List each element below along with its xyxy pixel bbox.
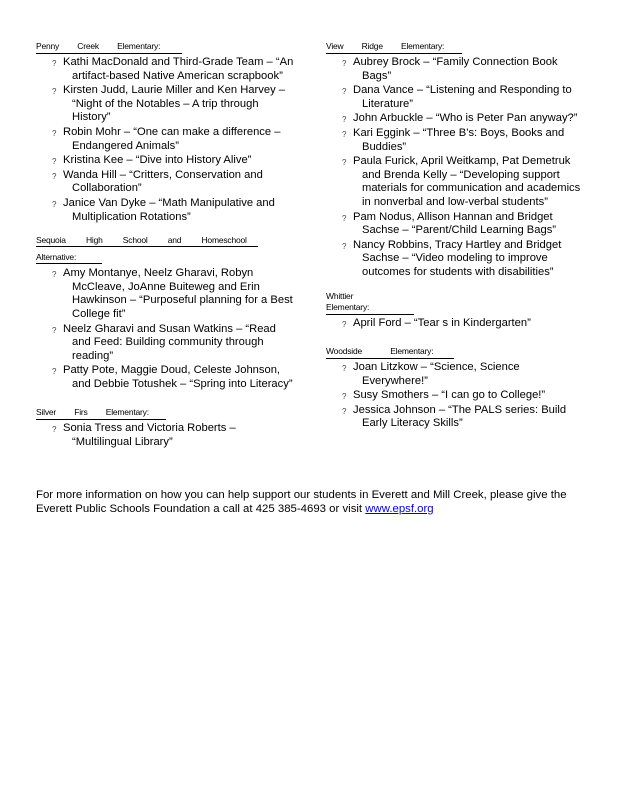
section-heading-continued: Alternative:	[36, 252, 102, 264]
bullet-icon: ?	[342, 319, 347, 329]
section-sequoia	[36, 235, 296, 391]
bullet-icon: ?	[342, 115, 347, 125]
project-list	[36, 422, 296, 449]
bullet-icon: ?	[52, 199, 57, 209]
list-item: ? Jessica Johnson – “The PALS series: Build Early Literacy Skills”	[342, 403, 567, 430]
bullet-icon: ?	[52, 367, 57, 377]
section-heading: Woodside Elementary:	[326, 346, 454, 359]
list-item: ? Wanda Hill – “Critters, Conservation and Collaboration”	[52, 168, 263, 195]
bullet-icon: ?	[52, 425, 57, 435]
list-item: ? Pam Nodus, Allison Hannan and Bridget Sachse – “Parent/Child Learning Bags”	[342, 210, 557, 237]
bullet-icon: ?	[52, 128, 57, 138]
list-item: ? Amy Montanye, Neelz Gharavi, Robyn McCleave, JoAnne Buiteweg and Erin Hawkinson – “Purposeful planning for a Best College fit”	[52, 267, 293, 320]
project-list	[36, 267, 296, 391]
bullet-icon: ?	[52, 171, 57, 181]
list-item: ? Aubrey Brock – “Family Connection Book Bags”	[342, 56, 558, 82]
bullet-icon: ?	[52, 325, 57, 335]
list-item: ? Nancy Robbins, Tracy Hartley and Bridget Sachse – “Video modeling to improve outcomes for students with disabilities”	[342, 238, 562, 278]
right-column	[326, 36, 586, 442]
bullet-icon: ?	[342, 364, 347, 374]
list-item: ? Kirsten Judd, Laurie Miller and Ken Harvey – “Night of the Notables – A trip through History”	[52, 84, 285, 124]
bullet-icon: ?	[342, 213, 347, 223]
list-item: ? Paula Furick, April Weitkamp, Pat Demetruk and Brenda Kelly – “Developing support materials for communication and academics in nonverbal and low-verbal students”	[342, 155, 581, 208]
bullet-icon: ?	[52, 87, 57, 97]
website-link[interactable]: www.epsf.org	[365, 503, 434, 515]
list-item: ? Joan Litzkow – “Science, Science Everywhere!”	[342, 361, 520, 387]
list-item: ? Patty Pote, Maggie Doud, Celeste Johnson, and Debbie Totushek – “Spring into Literacy”	[52, 364, 293, 390]
project-list	[36, 56, 296, 224]
bullet-icon: ?	[52, 157, 57, 167]
bullet-icon: ?	[342, 87, 347, 97]
section-view-ridge	[326, 36, 586, 280]
project-list	[326, 317, 586, 331]
left-column	[36, 36, 296, 461]
footer-paragraph	[36, 488, 596, 516]
section-heading: Penny Creek Elementary:	[36, 41, 182, 54]
list-item: ? Kari Eggink – “Three B’s: Boys, Books and Buddies”	[342, 126, 565, 153]
footer-text: For more information on how you can help support our students in Everett and Mill Creek, please give the Everett Public Schools Foundation a call at 425 385-4693 or visit	[36, 489, 567, 515]
section-heading: View Ridge Elementary:	[326, 41, 462, 54]
section-whittier	[326, 291, 586, 331]
list-item: ? April Ford – “Tear s in Kindergarten”	[326, 317, 586, 331]
bullet-icon: ?	[342, 392, 347, 402]
section-silver-firs	[36, 402, 296, 449]
section-heading: Whittier Elementary:	[326, 291, 414, 315]
bullet-icon: ?	[342, 129, 347, 139]
list-item: ? John Arbuckle – “Who is Peter Pan anyway?”	[326, 112, 586, 126]
list-item: ? Dana Vance – “Listening and Responding to Literature”	[342, 84, 572, 110]
bullet-icon: ?	[342, 241, 347, 251]
bullet-icon: ?	[342, 158, 347, 168]
section-heading: Silver Firs Elementary:	[36, 407, 166, 420]
section-heading: Sequoia High School and Homeschool	[36, 235, 258, 247]
list-item: ? Kristina Kee – “Dive into History Alive”	[36, 154, 296, 168]
list-item: ? Sonia Tress and Victoria Roberts – “Multilingual Library”	[52, 422, 236, 449]
section-woodside	[326, 341, 586, 431]
bullet-icon: ?	[52, 59, 57, 68]
project-list	[326, 56, 586, 280]
list-item: ? Neelz Gharavi and Susan Watkins – “Read and Feed: Building community through reading”	[52, 322, 276, 362]
list-item: ? Kathi MacDonald and Third-Grade Team – “An artifact-based Native American scrapbook”	[52, 56, 294, 82]
bullet-icon: ?	[342, 59, 347, 68]
list-item: ? Janice Van Dyke – “Math Manipulative and Multiplication Rotations”	[52, 196, 275, 223]
list-item: ? Robin Mohr – “One can make a difference – Endangered Animals”	[52, 125, 281, 152]
list-item: ? Susy Smothers – “I can go to College!”	[326, 389, 586, 403]
bullet-icon: ?	[342, 406, 347, 416]
bullet-icon: ?	[52, 270, 57, 280]
project-list	[326, 361, 586, 431]
section-penny-creek	[36, 36, 296, 224]
